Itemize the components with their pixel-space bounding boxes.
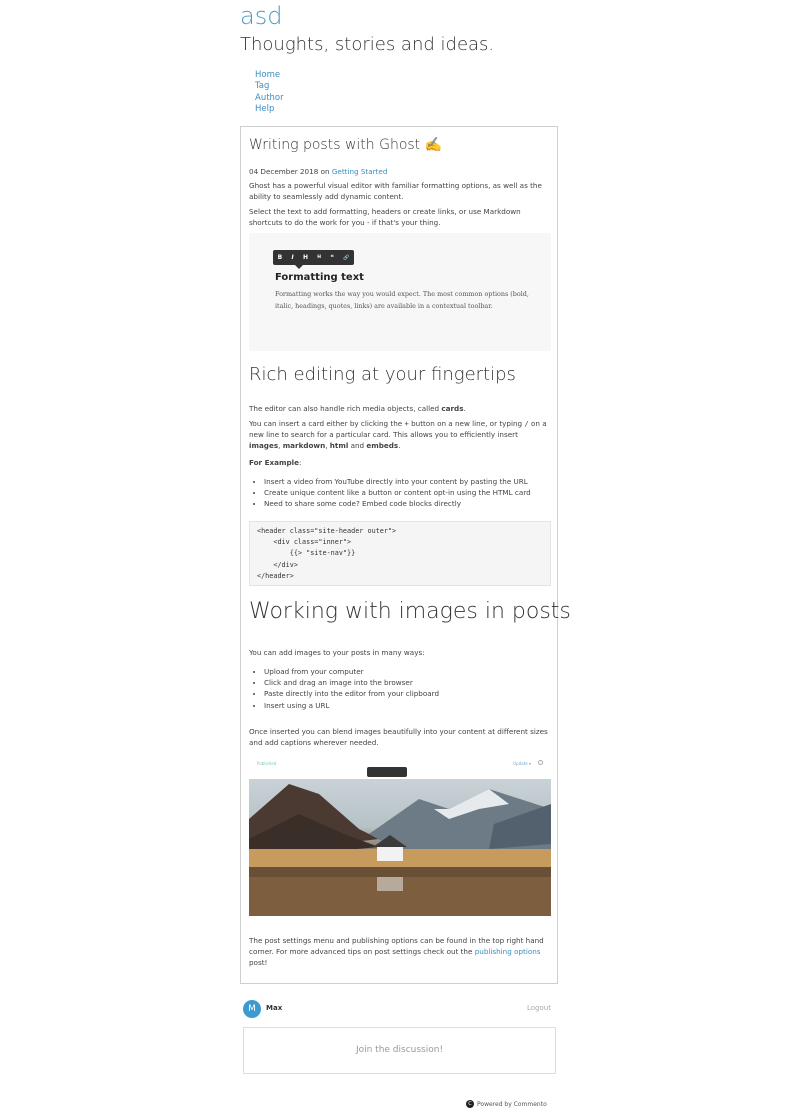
list-item: • Upload from your computer: [264, 666, 566, 677]
logout-button[interactable]: Logout: [527, 1004, 551, 1012]
section-heading-images: Working with images in posts: [249, 599, 571, 624]
post-title: Writing posts with Ghost ✍️: [249, 137, 443, 153]
rich-text: .: [463, 404, 466, 413]
powered-by-label: Powered by Commento: [477, 1100, 547, 1108]
rich-text: The editor can also handle rich media objects, called: [249, 404, 442, 413]
post-meta-on: on: [320, 167, 330, 176]
section-heading-rich-editing: Rich editing at your fingertips: [249, 364, 516, 385]
site-description: Thoughts, stories and ideas.: [240, 34, 495, 55]
commento-logo-icon: C: [466, 1100, 474, 1108]
nav-item-home[interactable]: Home: [255, 70, 281, 80]
subheading-icon: H: [317, 255, 322, 260]
rich-text: The post settings menu and publishing options can be found in the top right hand corner. For more advanced tips on post settings check out the: [249, 936, 544, 957]
list-item: • Insert a video from YouTube directly into your content by pasting the URL: [264, 476, 566, 487]
rich-text: You can insert a card either by clicking the: [249, 419, 405, 428]
post-meta: [249, 166, 551, 177]
list-item: • Insert using a URL: [264, 700, 566, 711]
rich-bold: cards: [441, 404, 464, 413]
rich-text: ,: [325, 441, 330, 451]
powered-by[interactable]: [466, 1100, 547, 1108]
avatar: M: [243, 1000, 261, 1018]
rich-text: ,: [278, 441, 283, 451]
italic-icon: I: [291, 254, 294, 261]
rich-bold: For Example: [249, 458, 299, 467]
rich-bold: images: [249, 441, 279, 451]
landscape-illustration: [249, 779, 551, 916]
images-paragraph-3: [249, 935, 551, 969]
rich-bold: embeds: [366, 441, 399, 451]
images-paragraph-2: Once inserted you can blend images beautifully into your content at different sizes and add captions wherever needed.: [249, 727, 548, 748]
images-list: [249, 666, 566, 711]
rich-paragraph-1: [249, 403, 551, 414]
landscape-photo: [249, 779, 551, 916]
inline-code: /: [524, 419, 529, 428]
post-tag-link[interactable]: Getting Started: [331, 167, 388, 176]
post-date: 04 December 2018: [249, 167, 319, 176]
list-item: • Paste directly into the editor from your clipboard: [264, 688, 566, 699]
list-item: • Click and drag an image into the browser: [264, 677, 566, 688]
rich-text: .: [398, 441, 401, 451]
rich-bold: html: [329, 441, 349, 451]
rich-text: on a new line to search for a particular card. This allows you to efficiently insert: [249, 419, 547, 440]
example-label: [249, 457, 551, 468]
example-list: [249, 476, 566, 510]
rich-text: post!: [249, 958, 268, 968]
heading-icon: H: [302, 254, 308, 261]
rich-bold: markdown: [282, 441, 326, 451]
image-toolbar: [367, 767, 407, 777]
formatting-figure: [249, 233, 551, 351]
figure-text: Formatting works the way you would expect. The most common options (bold, italic, headings, quotes, links) are available in a contextual toolbar.: [275, 290, 529, 310]
settings-icon: [538, 760, 543, 765]
comment-username: Max: [266, 1004, 283, 1012]
rich-paragraph-2: [249, 418, 551, 452]
publishing-options-link[interactable]: publishing options: [474, 947, 541, 957]
bold-icon: B: [277, 254, 283, 261]
intro-paragraph-2: Select the text to add formatting, headers or create links, or use Markdown shortcuts to do the work for you - if that's your thing.: [249, 207, 521, 228]
images-paragraph-1: You can add images to your posts in many ways:: [249, 648, 425, 657]
post-article: [240, 126, 571, 984]
comment-textarea[interactable]: Join the discussion!: [243, 1027, 556, 1074]
inline-code: +: [404, 419, 409, 428]
list-item: • Need to share some code? Embed code blocks directly: [264, 498, 566, 509]
link-icon: 🔗: [343, 254, 350, 261]
editor-status: Published: [257, 761, 277, 766]
formatting-toolbar: [273, 250, 354, 265]
nav-item-help[interactable]: Help: [255, 103, 275, 114]
nav-item-author[interactable]: Author: [255, 92, 284, 103]
quote-icon: ❝: [330, 254, 334, 261]
nav-item-tag[interactable]: Tag: [255, 81, 270, 92]
editor-update: Update ▾: [513, 761, 531, 766]
site-title[interactable]: asd: [240, 2, 283, 30]
intro-paragraph-1: Ghost has a powerful visual editor with familiar formatting options, as well as the ability to seamlessly add dynamic content.: [249, 181, 542, 202]
rich-text: button on a new line, or typing: [408, 419, 525, 428]
site-nav: [255, 70, 284, 115]
rich-text: and: [348, 441, 367, 451]
list-item: • Create unique content like a button or content opt-in using the HTML card: [264, 487, 566, 498]
figure-heading: Formatting text: [275, 272, 364, 283]
rich-text: :: [298, 458, 302, 467]
code-block: <header class="site-header outer"> <div class="inner"> {{> "site-nav"}} </div> </header>: [249, 521, 551, 586]
editor-screenshot-figure: [249, 755, 551, 917]
